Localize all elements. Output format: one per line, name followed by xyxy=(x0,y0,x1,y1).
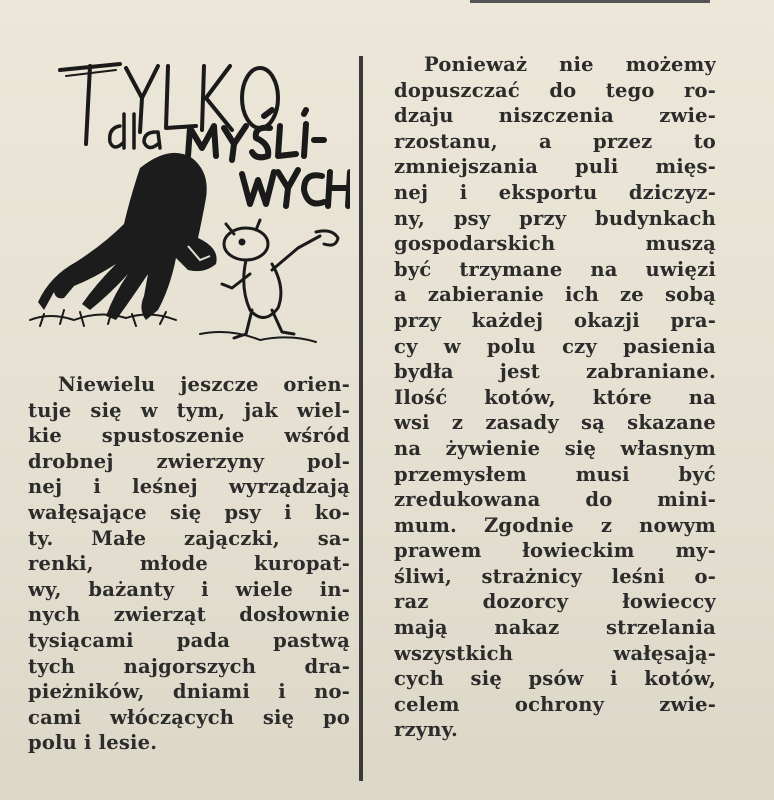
text-line: rzyny. xyxy=(394,718,458,742)
text-line: dopuszczać do tego ro- xyxy=(394,78,716,102)
text-line: ny, psy przy budynkach xyxy=(394,206,716,230)
text-line: przy każdej okazji pra- xyxy=(394,308,716,332)
text-line: cy w polu czy pasienia xyxy=(394,334,716,358)
text-line: nej i eksportu dziczyz- xyxy=(394,180,716,204)
text-line: mum. Zgodnie z nowym xyxy=(394,513,716,537)
text-line: raz dozorcy łowieccy xyxy=(394,590,716,614)
text-line: cych się psów i kotów, xyxy=(394,667,716,691)
text-line: Ponieważ nie możemy xyxy=(424,53,716,76)
text-line: celem ochrony zwie- xyxy=(394,692,716,716)
text-line: tysiącami pada pastwą xyxy=(28,628,350,652)
text-line: Niewielu jeszcze orien- xyxy=(58,373,350,396)
text-line: wałęsające się psy i ko- xyxy=(28,500,350,524)
text-line: być trzymane na uwięzi xyxy=(394,257,716,281)
text-line: pieżników, dniami i no- xyxy=(28,680,350,704)
text-line: mają nakaz strzelania xyxy=(394,616,716,640)
text-line: przemysłem musi być xyxy=(394,462,716,486)
text-line: prawem łowieckim my- xyxy=(394,539,716,563)
text-line: a zabieranie ich ze sobą xyxy=(394,283,716,307)
text-line: wsi z zasady są skazane xyxy=(394,411,716,435)
text-line: cami włóczących się po xyxy=(28,705,350,729)
text-line: tuje się w tym, jak wiel- xyxy=(28,398,350,422)
top-rule xyxy=(470,0,710,3)
text-line: Ilość kotów, które na xyxy=(394,385,716,409)
text-line: zredukowana do mini- xyxy=(394,488,716,512)
text-line: dzaju niszczenia zwie- xyxy=(394,104,716,128)
column-divider xyxy=(359,56,363,781)
text-line: gospodarskich muszą xyxy=(394,232,716,256)
text-line: zmniejszania puli mięs- xyxy=(394,155,716,179)
text-line: rzostanu, a przez to xyxy=(394,129,716,153)
text-line: renki, młode kuropat- xyxy=(28,552,350,576)
text-line: wy, bażanty i wiele in- xyxy=(28,577,350,601)
right-column-text xyxy=(394,52,716,743)
text-line: nej i leśnej wyrządzają xyxy=(28,475,350,499)
hunters-logo-illustration xyxy=(20,48,350,358)
text-line: kie spustoszenie wśród xyxy=(28,424,350,448)
text-line: ty. Małe zajączki, sa- xyxy=(28,526,350,550)
text-line: tych najgorszych dra- xyxy=(28,654,350,678)
text-line: śliwi, strażnicy leśni o- xyxy=(394,564,716,588)
text-line: nych zwierząt dosłownie xyxy=(28,603,350,627)
left-column-text xyxy=(28,372,350,756)
text-line: wszystkich wałęsają- xyxy=(394,641,716,665)
text-line: bydła jest zabraniane. xyxy=(394,360,716,384)
text-line: polu i lesie. xyxy=(28,731,158,755)
text-line: drobnej zwierzyny pol- xyxy=(28,449,350,473)
text-line: na żywienie się własnym xyxy=(394,436,716,460)
